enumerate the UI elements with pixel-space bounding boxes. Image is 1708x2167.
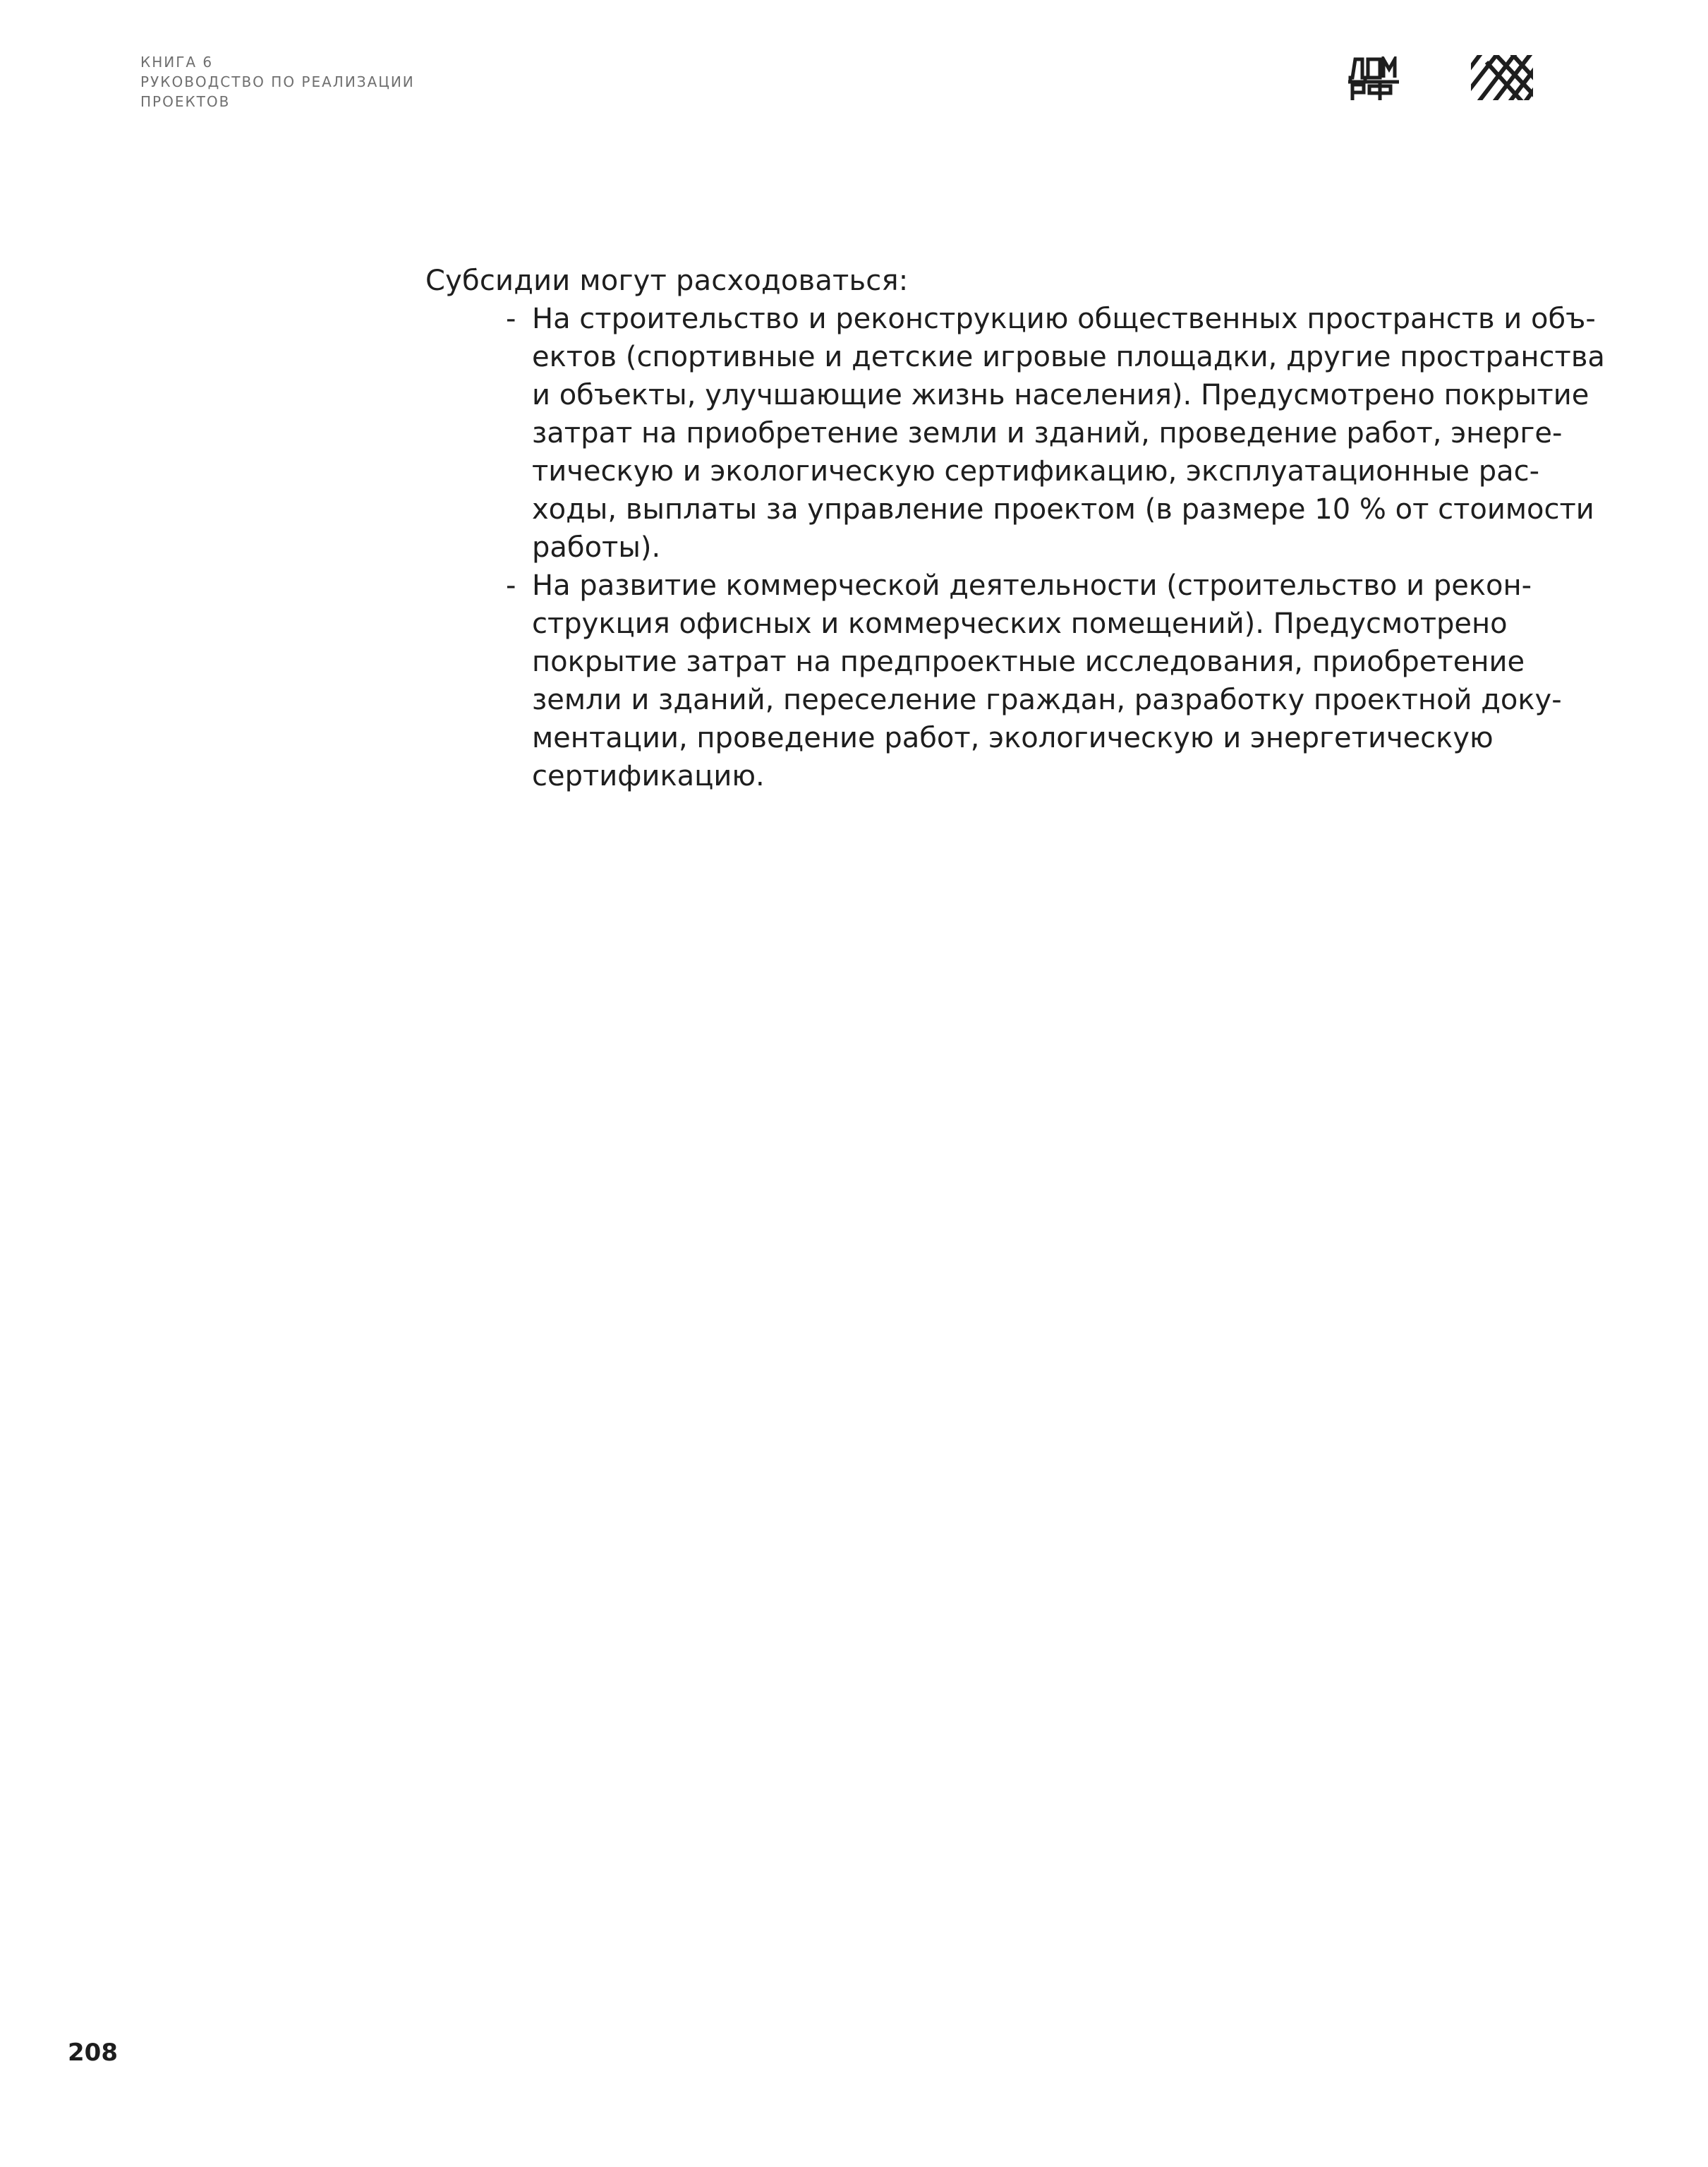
text-line: ментации, проведение работ, экологическую и энергетическую	[532, 722, 1494, 754]
header-line-title: РУКОВОДСТВО ПО РЕАЛИЗАЦИИ	[140, 73, 415, 90]
text-line: покрытие затрат на предпроектные исследования, приобретение	[532, 646, 1525, 678]
text-line: сертификацию.	[532, 760, 765, 792]
text-line: затрат на приобретение земли и зданий, проведение работ, энерге-	[532, 417, 1563, 449]
text-line: ектов (спортивные и детские игровые площадки, другие пространства	[532, 341, 1605, 373]
text-line: ходы, выплаты за управление проектом (в размере 10 % от стоимости	[532, 493, 1594, 526]
page-number: 208	[68, 2039, 118, 2067]
body-text	[425, 262, 1605, 795]
text-line: струкция офисных и коммерческих помещений). Предусмотрено	[532, 608, 1508, 640]
text-line: тическую и экологическую сертификацию, эксплуатационные рас-	[532, 455, 1540, 488]
text-line: На строительство и реконструкцию общественных пространств и объ-	[532, 303, 1596, 335]
list-item	[425, 300, 1605, 567]
text-line: и объекты, улучшающие жизнь населения). Предусмотрено покрытие	[532, 379, 1589, 411]
list-item	[425, 567, 1582, 795]
text-line: На развитие коммерческой деятельности (строительство и рекон-	[532, 569, 1532, 602]
intro-paragraph: Субсидии могут расходоваться:	[425, 265, 909, 297]
bullet-dash: -	[506, 303, 516, 335]
text-line: земли и зданий, переселение граждан, разработку проектной доку-	[532, 684, 1562, 716]
dom-rf-logo-icon	[1348, 56, 1402, 102]
header-line-title-cont: ПРОЕКТОВ	[140, 93, 231, 110]
text-line: работы).	[532, 531, 661, 564]
running-header	[140, 52, 415, 111]
header-line-book: КНИГА 6	[140, 54, 214, 71]
striped-pattern-logo-icon	[1471, 55, 1533, 100]
bullet-dash: -	[506, 569, 516, 602]
